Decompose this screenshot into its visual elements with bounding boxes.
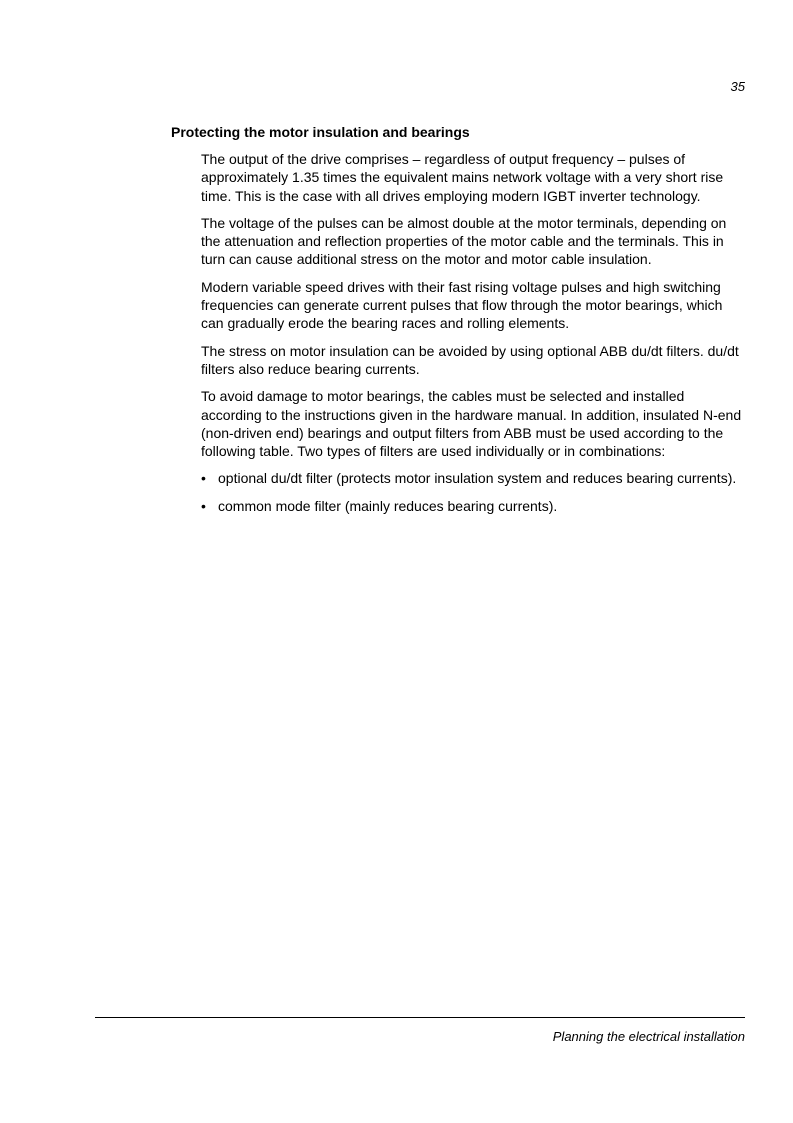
paragraph: The voltage of the pulses can be almost double at the motor terminals, depending on the attenuation and reflection properties of the motor cable and the terminals. This in turn can cause additional stress on the motor and motor cable insulation. (201, 214, 727, 268)
footer-chapter-title: Planning the electrical installation (552, 1029, 745, 1044)
list-item-text: common mode filter (mainly reduces bearing currents). (218, 497, 558, 514)
footer-divider (95, 1017, 745, 1018)
paragraph: Modern variable speed drives with their fast rising voltage pulses and high switching frequencies can generate current pulses that flow through the motor bearings, which can gradually erode the bearing races and rolling elements. (201, 278, 723, 332)
list-item (201, 497, 747, 515)
paragraph: The output of the drive comprises – regardless of output frequency – pulses of approximately 1.35 times the equivalent mains network voltage with a very short rise time. This is the case with all drives employing modern IGBT inverter technology. (201, 151, 724, 204)
section-body (201, 150, 747, 524)
page-number: 35 (730, 79, 745, 94)
paragraph: To avoid damage to motor bearings, the cables must be selected and installed according to the instructions given in the hardware manual. In addition, insulated N-end (non-driven end) bearings and output filters from ABB must be used according to the following table. Two types of filters are used individually or in combinations: (201, 388, 742, 460)
section-heading: Protecting the motor insulation and bearings (171, 124, 470, 140)
bullet-icon: • (201, 497, 206, 514)
filter-type-list (201, 469, 747, 515)
list-item-text: optional du/dt filter (protects motor insulation system and reduces bearing currents). (218, 470, 737, 487)
list-item (201, 469, 747, 487)
bullet-icon: • (201, 470, 206, 487)
paragraph: The stress on motor insulation can be avoided by using optional ABB du/dt filters. du/dt filters also reduce bearing currents. (201, 342, 739, 377)
